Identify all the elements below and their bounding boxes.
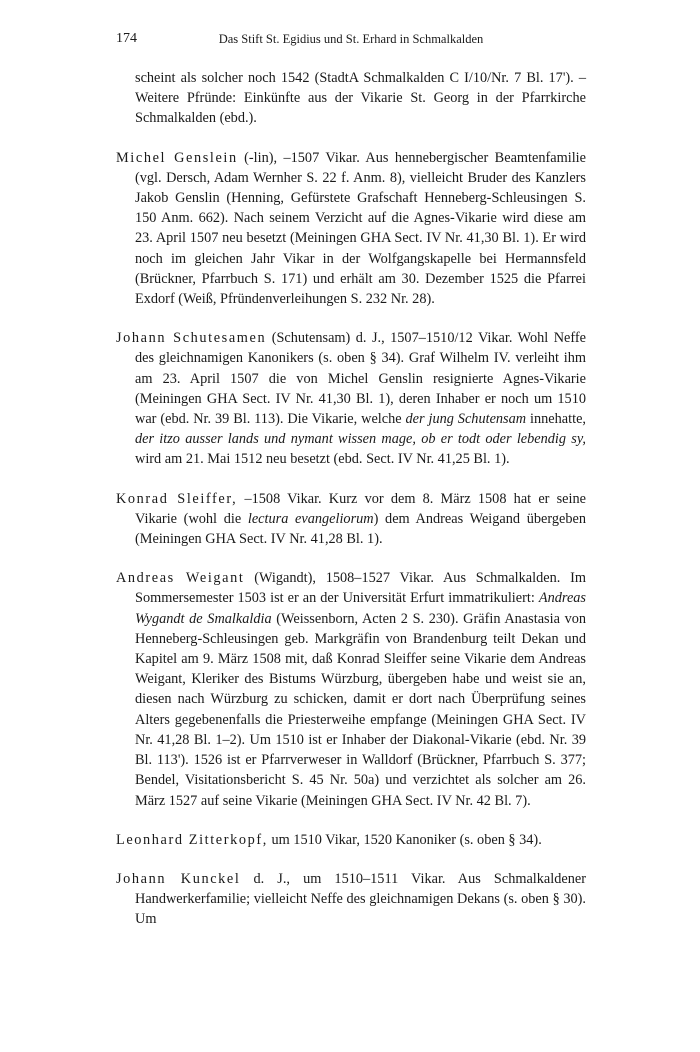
page-number: 174 [116,31,137,46]
entry-weigant [116,568,586,810]
entry-quote: lectura evangeliorum [247,510,374,527]
entry-name: Andreas Weigant [116,570,245,587]
entry-text: wird am 21. Mai 1512 neu besetzt (ebd. Sect. IV Nr. 41,25 Bl. 1). [135,451,510,468]
entry-name: Konrad Sleiffer, [116,490,238,507]
entry-genslein [116,148,586,310]
entry-quote: der jung Schutensam [405,411,527,428]
entry-name: Johann Kunckel [116,870,241,887]
entry-text: d. J., um 1510–1511 Vikar. Aus Schmalkaldener Handwerkerfamilie; vielleicht Neffe des gleichnamigen Dekans (s. oben § 30). Um [135,870,586,928]
entry-sleiffer [116,489,586,550]
entry-zitterkopf [116,830,586,850]
entry-text: ) dem Andreas Weigand übergeben (Meiningen GHA Sect. IV Nr. 41,28 Bl. 1). [135,510,586,548]
entry-name: Michel Genslein [116,149,238,166]
entry-text: (Wigandt), 1508–1527 Vikar. Aus Schmalkalden. Im Sommersemester 1503 ist er an der Universität Erfurt immatrikuliert: [135,570,586,607]
entry-text: innehatte, [530,411,586,428]
entry-text: (Weissenborn, Acten 2 S. 230). Gräfin Anastasia von Henneberg-Schleusingen geb. Markgräfin von Brandenburg teilt Dekan und Kapitel am 9. März 1508 mit, daß Konrad Sleiffer seine Vikarie dem Andreas Weigant, Kleriker des Bistums Würzburg, übergeben habe und weist sie an, diesen nach Würzburg zu schicken, damit er dort nach Überprüfung seines Alters gegebenenfalls die Priesterweihe empfange (Meiningen GHA Sect. IV Nr. 41,28 Bl. 1–2). Um 1510 ist er Inhaber der Diakonal-Vikarie (ebd. Nr. 39 Bl. 113'). 1526 ist er Pfarrverweser in Walldorf (Brückner, Pfarrbuch S. 377; Bendel, Visitationsbericht S. 45 Nr. 50a) und verzichtet als solcher am 26. März 1527 auf seine Vikarie (Meiningen GHA Sect. IV Nr. 42 Bl. 7). [135,610,587,809]
entry-text: –1508 Vikar. Kurz vor dem 8. März 1508 hat er seine Vikarie (wohl die [135,490,586,527]
continuation-paragraph: scheint als solcher noch 1542 (StadtA Schmalkalden C I/10/Nr. 7 Bl. 17'). – Weitere Pfründe: Einkünfte aus der Vikarie St. Georg in der Pfarrkirche Schmalkalden (ebd.). [135,70,586,127]
entry-name: Leonhard Zitterkopf, [116,831,268,848]
entry-quote: Andreas Wygandt de Smalkaldia [135,590,586,627]
running-title: Das Stift St. Egidius und St. Erhard in Schmalkalden [218,32,484,46]
entry-text: (Schutensam) d. J., 1507–1510/12 Vikar. Wohl Neffe des gleichnamigen Kanonikers (s. oben § 34). Graf Wilhelm IV. verleiht ihm am 23. April 1507 die von Michel Genslin resignierte Agnes-Vikarie (Meiningen GHA Sect. IV Nr. 41,30 Bl. 1), deren Inhaber er noch um 1510 war (ebd. Nr. 39 Bl. 113). Die Vikarie, welche [135,330,586,428]
entry-quote: der itzo ausser lands und nymant wissen mage, ob er todt oder lebendig sy, [135,431,586,448]
page-header [116,31,586,51]
entry-kunckel [116,869,586,930]
page-body [116,68,586,930]
entry-name: Johann Schutesamen [116,330,267,347]
entry-schutesamen [116,328,586,469]
entry-text: um 1510 Vikar, 1520 Kanoniker (s. oben § 34). [271,831,542,848]
entry-text: (-lin), –1507 Vikar. Aus hennebergischer Beamtenfamilie (vgl. Dersch, Adam Wernher S. 22 f. Anm. 8), vielleicht Bruder des Kanzlers Jakob Genslin (Henning, Gefürstete Grafschaft Henneberg-Schleusingen S. 150 Anm. 662). Nach seinem Verzicht auf die Agnes-Vikarie wird diese am 23. April 1507 neu besetzt (Meiningen GHA Sect. IV Nr. 41,30 Bl. 1). Er wird noch im gleichen Jahr Vikar in der Wolfgangskapelle bei Hermannsfeld (Brückner, Pfarrbuch S. 171) und erhält am 30. Dezember 1525 die Pfarrei Exdorf (Weiß, Pfründenverleihungen S. 232 Nr. 28). [135,149,586,308]
